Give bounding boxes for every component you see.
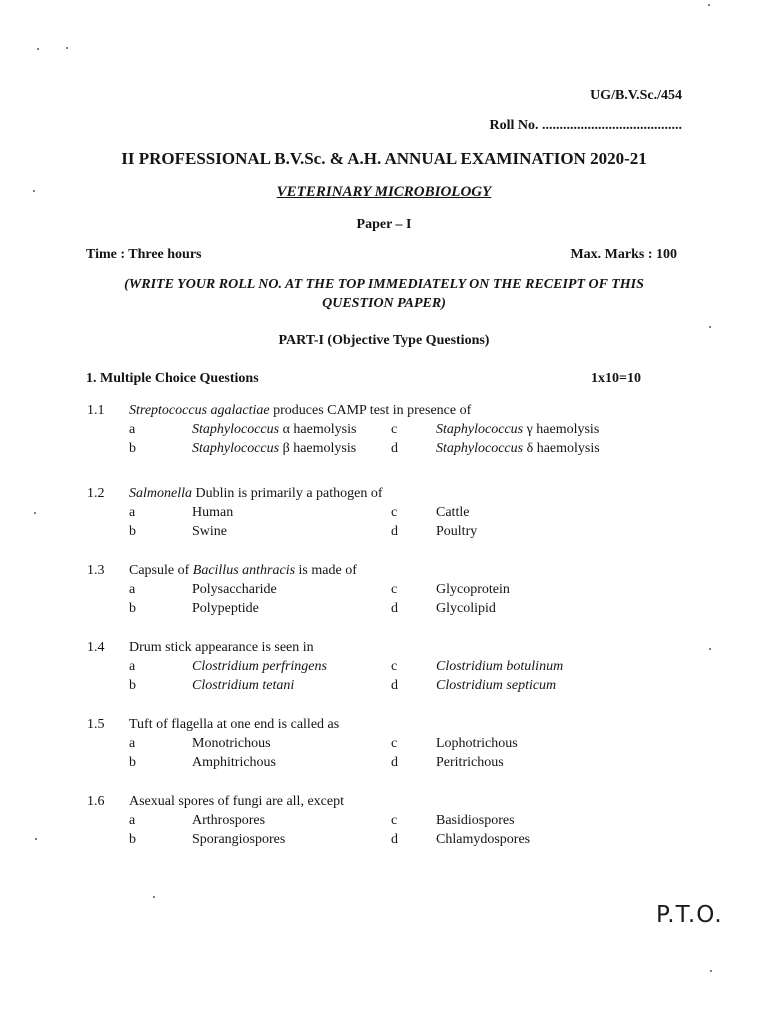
max-marks: Max. Marks : 100 [570,247,677,262]
question-number: 1.3 [87,563,105,578]
option-d-italic: Staphylococcus [436,441,524,456]
scan-speck [34,512,36,514]
option-a [192,422,356,438]
option-b [192,441,356,457]
question-1-4 [0,640,768,700]
option-label-a: a [129,505,136,520]
question-text [129,486,383,502]
option-label-b: b [129,832,136,847]
option-c: Basidiospores [436,813,515,828]
option-d [436,441,600,457]
question-italic-text: Salmonella [129,486,192,501]
question-text [129,403,471,419]
scan-speck [37,48,39,50]
option-b: Swine [192,524,227,539]
option-label-c: c [391,582,398,597]
option-label-d: d [391,524,398,539]
option-label-a: a [129,422,136,437]
option-c: Clostridium botulinum [436,659,564,674]
option-c [436,422,599,438]
instruction-line-2: QUESTION PAPER) [322,296,446,311]
scan-speck [710,970,712,972]
option-label-b: b [129,755,136,770]
option-label-a: a [129,582,136,597]
option-d: Chlamydospores [436,832,531,847]
option-label-a: a [129,813,136,828]
option-label-a: a [129,659,136,674]
question-number: 1.4 [87,640,105,655]
question-text: Drum stick appearance is seen in [129,640,314,655]
option-a: Monotrichous [192,736,271,751]
scan-speck [66,47,68,49]
option-d: Clostridium septicum [436,678,557,693]
question-1-3 [0,563,768,623]
option-label-d: d [391,832,398,847]
option-label-d: d [391,441,398,456]
question-number: 1.5 [87,717,105,732]
scan-speck [33,190,35,192]
question-1-5 [0,717,768,777]
option-b: Amphitrichous [192,755,276,770]
instruction-line-1: (WRITE YOUR ROLL NO. AT THE TOP IMMEDIATELY ON THE RECEIPT OF THIS [124,277,644,292]
option-b-text: β haemolysis [279,441,357,456]
option-label-b: b [129,441,136,456]
option-label-b: b [129,601,136,616]
option-b: Sporangiospores [192,832,286,847]
question-number: 1.6 [87,794,105,809]
option-d-text: δ haemolysis [523,441,600,456]
question-text: Tuft of flagella at one end is called as [129,717,340,732]
paper-code: UG/B.V.Sc./454 [590,88,682,103]
option-label-a: a [129,736,136,751]
subject-title [0,184,768,201]
option-d: Glycolipid [436,601,496,616]
option-a: Polysaccharide [192,582,277,597]
section-marks: 1x10=10 [591,371,641,386]
question-italic-text: Streptococcus agalactiae [129,403,270,418]
question-plain-text: produces CAMP test in presence of [269,403,472,418]
exam-title: II PROFESSIONAL B.V.Sc. & A.H. ANNUAL EXAMINATION 2020-21 [121,149,647,168]
option-label-c: c [391,422,398,437]
option-label-d: d [391,755,398,770]
part-heading: PART-I (Objective Type Questions) [278,333,490,348]
option-label-b: b [129,678,136,693]
option-b: Polypeptide [192,601,259,616]
question-plain-text: Dublin is primarily a pathogen of [192,486,383,501]
question-text: Asexual spores of fungi are all, except [129,794,344,809]
option-c: Cattle [436,505,470,520]
paper-number: Paper – I [356,217,412,232]
question-plain-text-before: Capsule of [129,563,193,578]
scan-speck [35,838,37,840]
option-d: Peritrichous [436,755,504,770]
option-c: Glycoprotein [436,582,510,597]
option-a: Arthrospores [192,813,266,828]
option-c: Lophotrichous [436,736,518,751]
option-c-italic: Staphylococcus [436,422,524,437]
question-number: 1.1 [87,403,105,418]
pto-handwritten-note: P.T.O. [656,902,723,928]
section-title: 1. Multiple Choice Questions [86,371,259,386]
option-a-text: α haemolysis [279,422,357,437]
option-label-d: d [391,601,398,616]
option-label-c: c [391,505,398,520]
scan-speck [709,326,711,328]
question-number: 1.2 [87,486,105,501]
option-a: Clostridium perfringens [192,659,327,674]
question-italic-text: Bacillus anthracis [192,563,296,578]
option-b: Clostridium tetani [192,678,295,693]
option-d: Poultry [436,524,478,539]
scan-speck [709,648,711,650]
question-1-1 [0,403,768,463]
question-plain-text: is made of [295,563,357,578]
option-a: Human [192,505,234,520]
time-allowed: Time : Three hours [86,247,202,262]
option-c-text: γ haemolysis [523,422,600,437]
scan-speck [708,4,710,6]
option-label-c: c [391,659,398,674]
scan-speck [153,896,155,898]
option-label-c: c [391,736,398,751]
question-1-2 [0,486,768,546]
subject-text: VETERINARY MICROBIOLOGY [276,184,492,200]
roll-number-field: Roll No. ........................................ [489,118,682,133]
question-1-6 [0,794,768,854]
option-a-italic: Staphylococcus [192,422,280,437]
option-b-italic: Staphylococcus [192,441,280,456]
option-label-b: b [129,524,136,539]
option-label-c: c [391,813,398,828]
question-text [129,563,357,579]
option-label-d: d [391,678,398,693]
